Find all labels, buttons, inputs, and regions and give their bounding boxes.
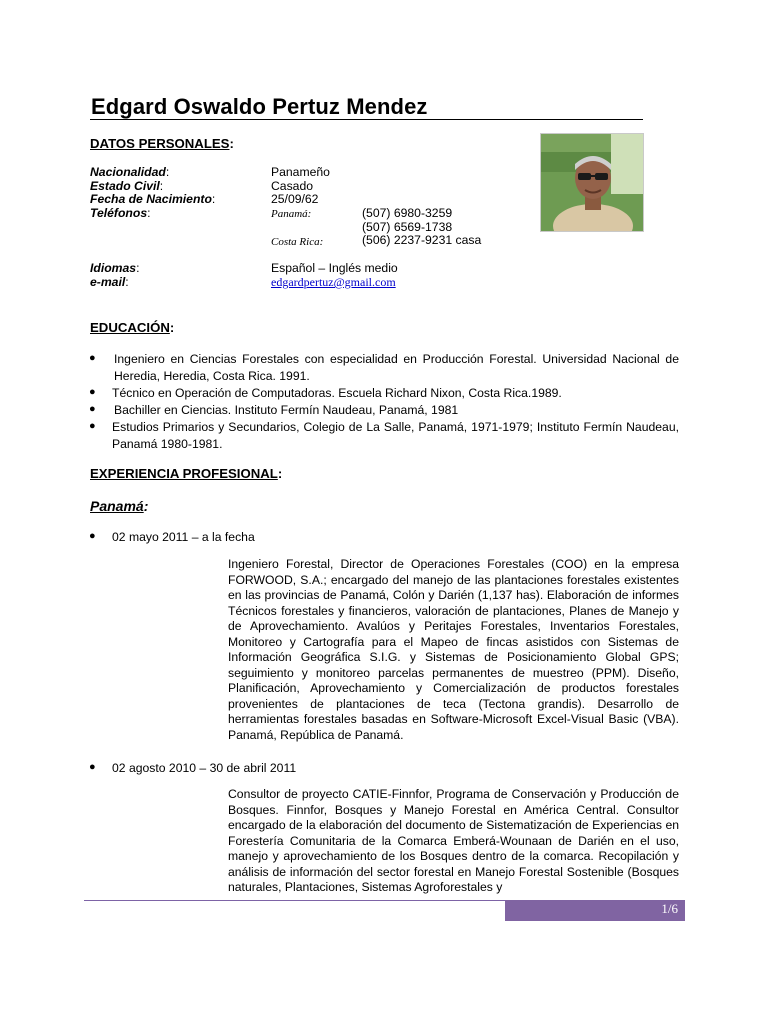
section-title-personal: DATOS PERSONALES:	[90, 136, 234, 151]
education-item-3: Bachiller en Ciencias. Instituto Fermín Naudeau, Panamá, 1981	[114, 403, 459, 417]
cv-name-heading: Edgard Oswaldo Pertuz Mendez	[91, 94, 428, 119]
education-item-2: Técnico en Operación de Computadoras. Escuela Richard Nixon, Costa Rica.1989.	[112, 386, 562, 400]
bullet-dot: ●	[89, 420, 96, 432]
email-link[interactable]: edgardpertuz@gmail.com	[271, 275, 396, 289]
bullet-dot: ●	[89, 386, 96, 398]
education-item-4: Estudios Primarios y Secundarios, Colegio de La Salle, Panamá, 1971-1979; Instituto Fermín Naudeau, Panamá 1980-1981.	[112, 420, 679, 451]
value-nacionalidad: Panameño	[271, 165, 330, 179]
section-title-experience: EXPERIENCIA PROFESIONAL:	[90, 466, 283, 481]
phone-2: (507) 6569-1738	[362, 220, 453, 234]
phone-location-panama: Panamá:	[271, 208, 312, 220]
phone-3: (506) 2237-9231 casa	[362, 233, 482, 247]
profile-photo	[540, 133, 644, 232]
page-number: 1/6	[661, 901, 678, 916]
phone-1: (507) 6980-3259	[362, 206, 453, 220]
label-fecha-nacimiento: Fecha de Nacimiento:	[90, 192, 216, 206]
label-email: e-mail:	[90, 275, 129, 289]
bullet-dot: ●	[89, 403, 96, 415]
bullet-dot: ●	[89, 761, 96, 773]
label-estado-civil: Estado Civil:	[90, 179, 164, 193]
label-telefonos: Teléfonos:	[90, 206, 151, 220]
footer-rule	[84, 900, 506, 901]
bullet-dot: ●	[89, 530, 96, 542]
job-1-description: Ingeniero Forestal, Director de Operaciones Forestales (COO) en la empresa FORWOOD, S.A.; encargado del manejo de las plantaciones forestales existentes en las provincias de Panamá, Colón y Darién (1,137 has). Elaboración de informes Técnicos forestales y financieros, valoración de plantaciones, Planes de Manejo y de Aprovechamiento. Avalúos y Peritajes Forestales, Inventarios Forestales, Monitoreo y Cartografía para el Mapeo de fincas asistidos con Sistemas de Información Geográfica S.I.G. y Sistemas de Posicionamiento Global GPS; seguimiento y monitoreo parcelas permanentes de muestreo (PPM). Diseño, Planificación, Aprovechamiento y Comercialización de productos forestales provenientes de plantaciones de teca (Tectona grandis). Desarrollo de herramientas forestales basadas en Software-Microsoft Excel-Visual Basic (VBA). Panamá, República de Panamá.	[228, 557, 679, 742]
phone-location-costa-rica: Costa Rica:	[271, 236, 324, 248]
value-fecha-nacimiento: 25/09/62	[271, 192, 319, 206]
value-idiomas: Español – Inglés medio	[271, 261, 398, 275]
label-nacionalidad: Nacionalidad:	[90, 165, 170, 179]
section-title-education: EDUCACIÓN:	[90, 320, 175, 335]
education-item-1: Ingeniero en Ciencias Forestales con especialidad en Producción Forestal. Universidad Nacional de Heredia, Heredia, Costa Rica. 1991.	[114, 352, 679, 383]
job-2-description: Consultor de proyecto CATIE-Finnfor, Programa de Conservación y Producción de Bosques. Finnfor, Bosques y Manejo Forestal en América Central. Consultor encargado de la elaboración del documento de Sistematización de Experiencias en Forestería Comunitaria de la Comarca Emberá-Wounaan de Darién en el uso, manejo y aprovechamiento de los Bosques dentro de la comarca. Recopilación y análisis de información del sector forestal en Manejo Forestal Sostenible (Bosques naturales, Plantaciones, Sistemas Agroforestales y	[228, 787, 679, 894]
name-underline-rule	[90, 119, 643, 120]
label-idiomas: Idiomas:	[90, 261, 140, 275]
job-2-date: 02 agosto 2010 – 30 de abril 2011	[112, 761, 297, 775]
value-estado-civil: Casado	[271, 179, 314, 193]
job-1-date: 02 mayo 2011 – a la fecha	[112, 530, 255, 544]
country-heading-panama: Panamá:	[90, 498, 149, 514]
footer-page-bar	[505, 900, 685, 921]
bullet-dot: ●	[89, 352, 96, 364]
